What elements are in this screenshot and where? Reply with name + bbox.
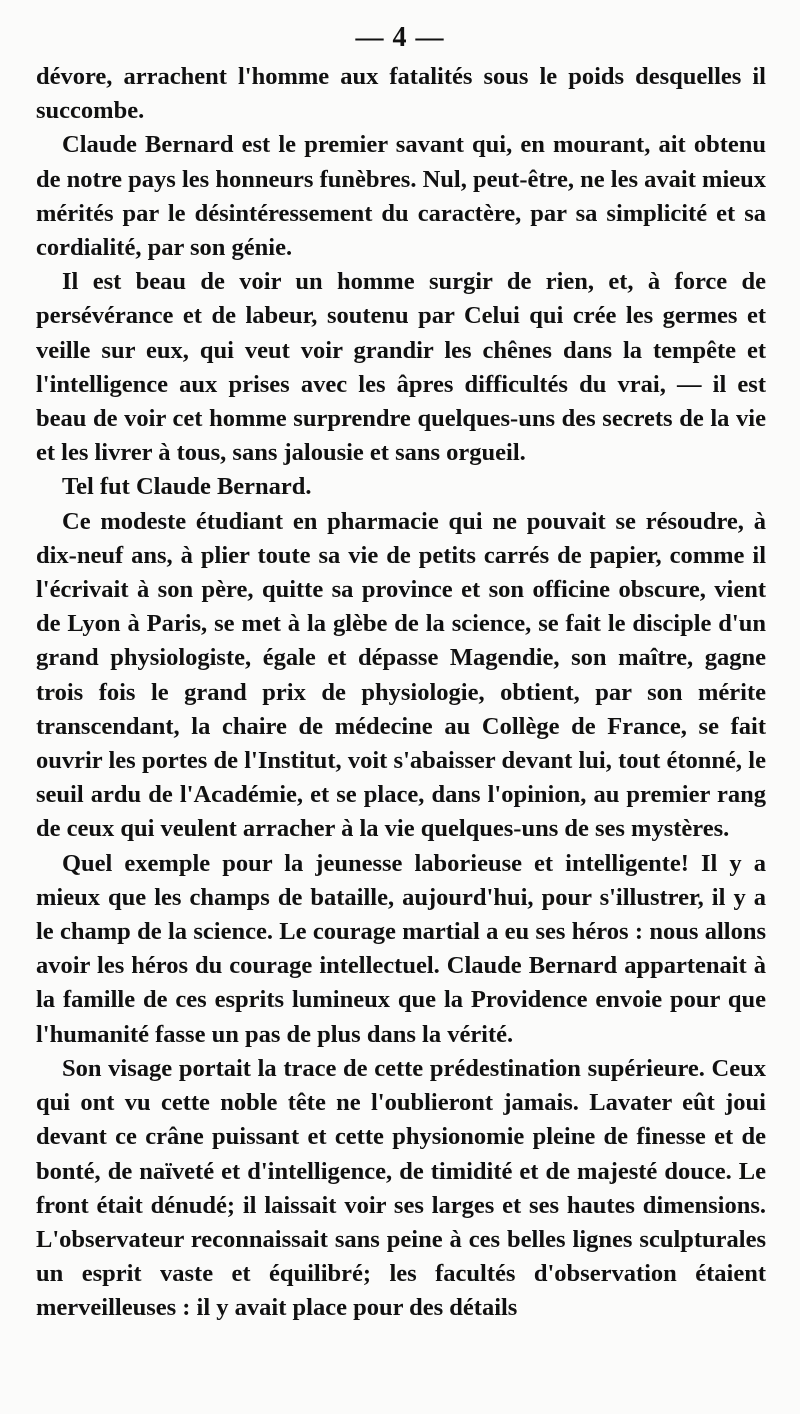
paragraph: Claude Bernard est le premier savant qui, en mourant, ait obtenu de notre pays les honneurs funèbres. Nul, peut-être, ne les avait mieux mérités par le désintéressement du caractère, par sa simplicité et sa cordialité, par son génie. [36, 131, 766, 262]
body-text [36, 60, 766, 1326]
paragraph: Quel exemple pour la jeunesse laborieuse et intelligente! Il y a mieux que les champs de bataille, aujourd'hui, pour s'illustrer, il y a le champ de la science. Le courage martial a eu ses héros : nous allons avoir les héros du courage intellectuel. Claude Bernard appartenait à la famille de ces esprits lumineux que la Providence envoie pour que l'humanité fasse un pas de plus dans la vérité. [36, 849, 766, 1048]
paragraph: Tel fut Claude Bernard. [62, 473, 312, 501]
paragraph: Ce modeste étudiant en pharmacie qui ne pouvait se résoudre, à dix-neuf ans, à plier toute sa vie de petits carrés de papier, comme il l'écrivait à son père, quitte sa province et son officine obscure, vient de Lyon à Paris, se met à la glèbe de la science, se fait le disciple d'un grand physiologiste, égale et dépasse Magendie, son maître, gagne trois fois le grand prix de physiologie, obtient, par son mérite transcendant, la chaire de médecine au Collège de France, se fait ouvrir les portes de l'Institut, voit s'abaisser devant lui, tout étonné, le seuil ardu de l'Académie, et se place, dans l'opinion, au premier rang de ceux qui veulent arracher à la vie quelques-uns de ses mystères. [36, 507, 766, 843]
paragraph-continuation: dévore, arrachent l'homme aux fatalités sous le poids desquelles il succombe. [36, 63, 766, 125]
paragraph: Son visage portait la trace de cette prédestination supérieure. Ceux qui ont vu cette noble tête ne l'oublieront jamais. Lavater eût joui devant ce crâne puissant et cette physionomie pleine de finesse et de bonté, de naïveté et d'intelligence, de timidité et de majesté douce. Le front était dénudé; il laissait voir ses larges et ses hautes dimensions. L'observateur reconnaissait sans peine à ces belles lignes sculpturales un esprit vaste et équilibré; les facultés d'observation étaient merveilleuses : il y avait place pour des détails [36, 1054, 766, 1322]
page-number: — 4 — [355, 22, 445, 53]
paragraph: Il est beau de voir un homme surgir de rien, et, à force de persévérance et de labeur, soutenu par Celui qui crée les germes et veille sur eux, qui veut voir grandir les chênes dans la tempête et l'intelligence aux prises avec les âpres difficultés du vrai, — il est beau de voir cet homme surprendre quelques-uns des secrets de la vie et les livrer à tous, sans jalousie et sans orgueil. [36, 268, 766, 467]
